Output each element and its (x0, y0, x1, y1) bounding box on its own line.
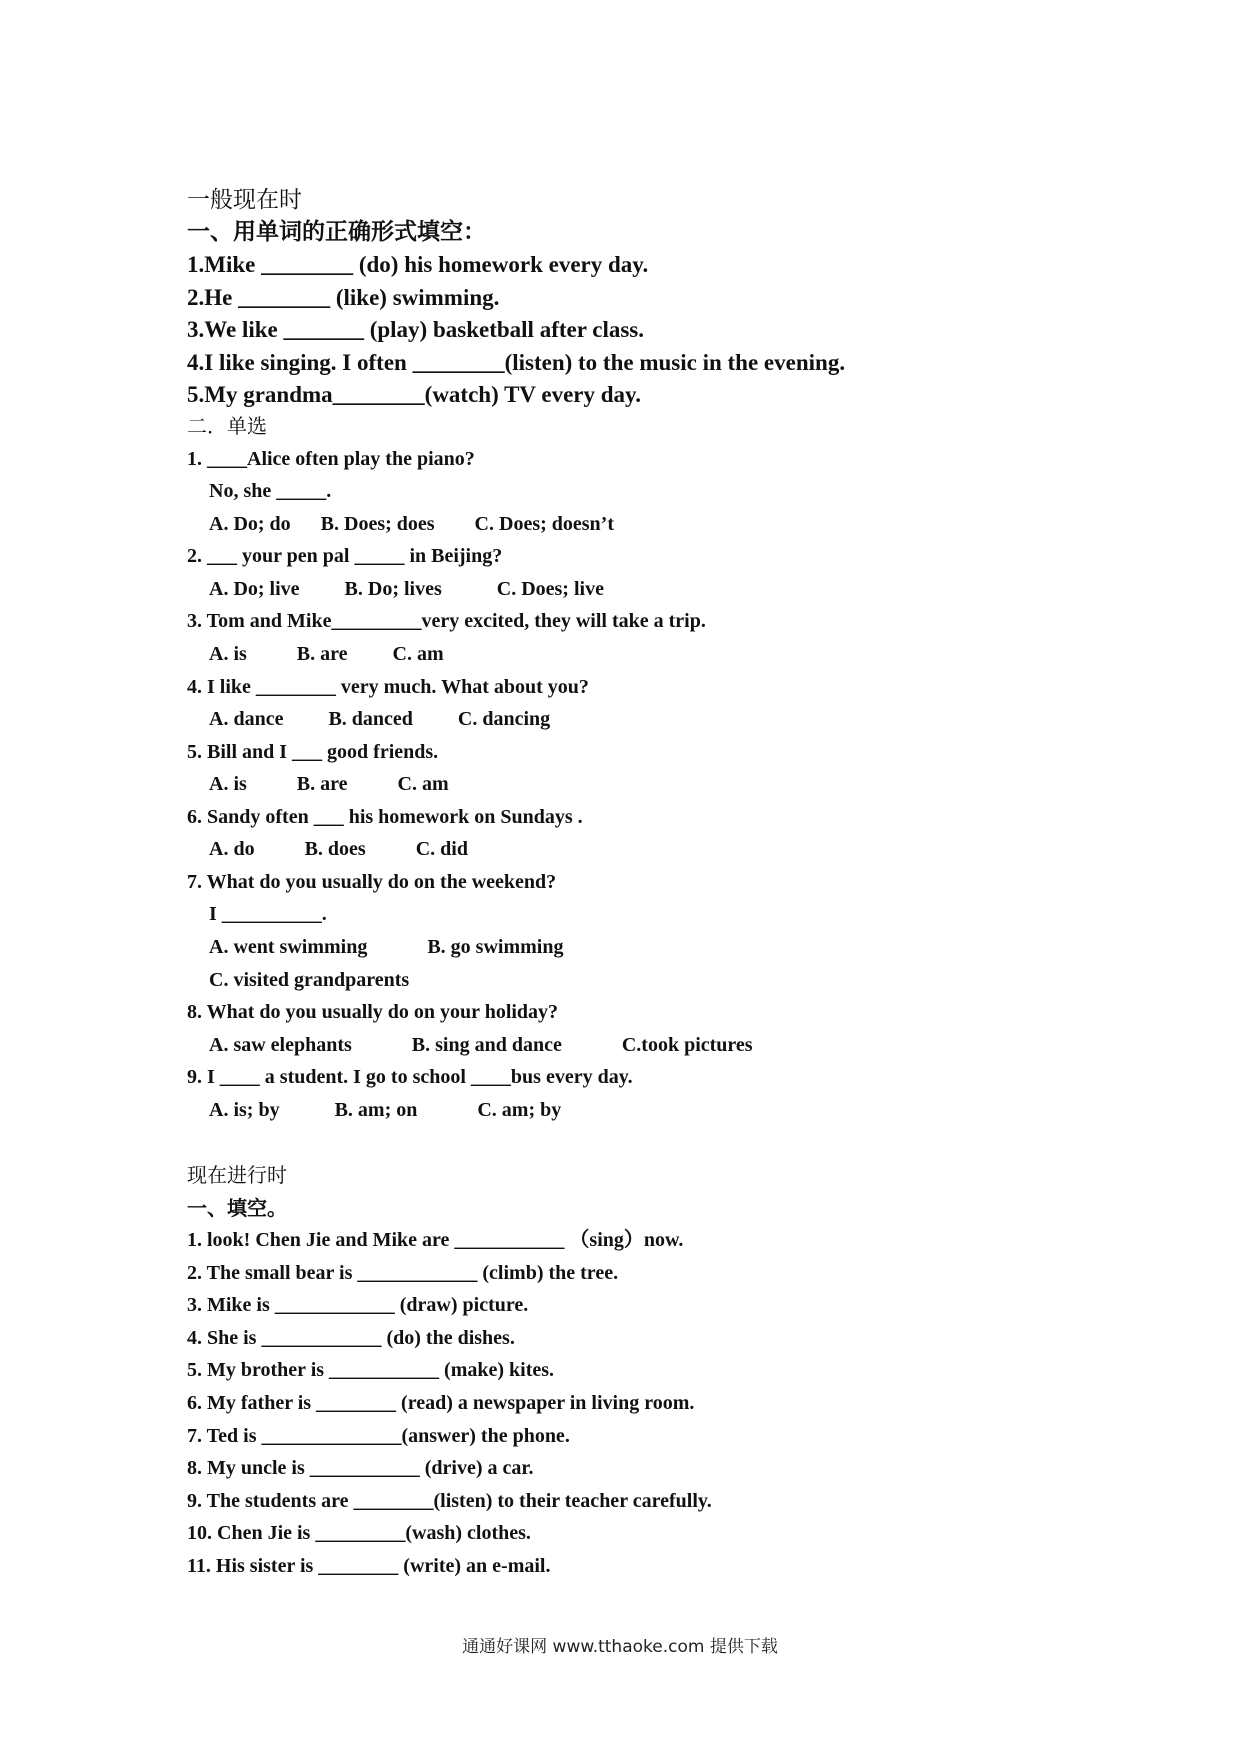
prog-item-1: 1. look! Chen Jie and Mike are ___________ （sing）now. (187, 1229, 684, 1251)
section2-title: 现在进行时 (187, 1163, 287, 1187)
mc-q6: 6. Sandy often ___ his homework on Sundays . (187, 806, 583, 828)
mc-q3: 3. Tom and Mike_________very excited, they will take a trip. (187, 610, 706, 632)
prog-item-7: 7. Ted is ______________(answer) the phone. (187, 1425, 570, 1447)
prog-item-9: 9. The students are ________(listen) to their teacher carefully. (187, 1490, 712, 1512)
section2-heading: 一、填空。 (187, 1196, 287, 1220)
mc-q7-options-ab: A. went swimming B. go swimming (209, 936, 564, 958)
prog-item-6: 6. My father is ________ (read) a newspaper in living room. (187, 1392, 695, 1414)
mc-q4-options: A. dance B. danced C. dancing (209, 708, 551, 730)
section1-part1-heading: 一、用单词的正确形式填空： (187, 219, 486, 245)
prog-item-3: 3. Mike is ____________ (draw) picture. (187, 1294, 529, 1316)
mc-q1-options: A. Do; do B. Does; does C. Does; doesn’t (209, 513, 614, 535)
mc-q1-answer: No, she _____. (209, 480, 332, 502)
prog-item-4: 4. She is ____________ (do) the dishes. (187, 1327, 515, 1349)
mc-q5-options: A. is B. are C. am (209, 773, 449, 795)
prog-item-10: 10. Chen Jie is _________(wash) clothes. (187, 1522, 531, 1544)
mc-q3-options: A. is B. are C. am (209, 643, 444, 665)
fill-item-2: 2.He ________ (like) swimming. (187, 285, 500, 310)
mc-q6-options: A. do B. does C. did (209, 838, 468, 860)
mc-q2-options: A. Do; live B. Do; lives C. Does; live (209, 578, 604, 600)
fill-item-5: 5.My grandma________(watch) TV every day. (187, 382, 642, 407)
mc-q5: 5. Bill and I ___ good friends. (187, 741, 439, 763)
mc-q2: 2. ___ your pen pal _____ in Beijing? (187, 545, 503, 567)
mc-q9: 9. I ____ a student. I go to school ____bus every day. (187, 1066, 633, 1088)
section1-title: 一般现在时 (187, 187, 302, 213)
prog-item-8: 8. My uncle is ___________ (drive) a car. (187, 1457, 534, 1479)
section1-part2-heading: 二．单选 (187, 414, 267, 438)
fill-item-1: 1.Mike ________ (do) his homework every day. (187, 252, 649, 277)
prog-item-11: 11. His sister is ________ (write) an e-mail. (187, 1555, 551, 1577)
mc-q8-options: A. saw elephants B. sing and dance C.took pictures (209, 1034, 753, 1056)
mc-q7-answer: I __________. (209, 903, 327, 925)
fill-item-4: 4.I like singing. I often ________(listen) to the music in the evening. (187, 350, 846, 375)
prog-item-2: 2. The small bear is ____________ (climb) the tree. (187, 1262, 619, 1284)
mc-q8: 8. What do you usually do on your holiday? (187, 1001, 559, 1023)
page-footer: 通通好课网 www.tthaoke.com 提供下载 (462, 1637, 778, 1657)
mc-q4: 4. I like ________ very much. What about you? (187, 676, 589, 698)
prog-item-5: 5. My brother is ___________ (make) kites. (187, 1359, 555, 1381)
mc-q1: 1. ____Alice often play the piano? (187, 448, 475, 470)
mc-q7-options-c: C. visited grandparents (209, 969, 410, 991)
fill-item-3: 3.We like _______ (play) basketball after class. (187, 317, 645, 342)
mc-q9-options: A. is; by B. am; on C. am; by (209, 1099, 562, 1121)
mc-q7: 7. What do you usually do on the weekend? (187, 871, 557, 893)
